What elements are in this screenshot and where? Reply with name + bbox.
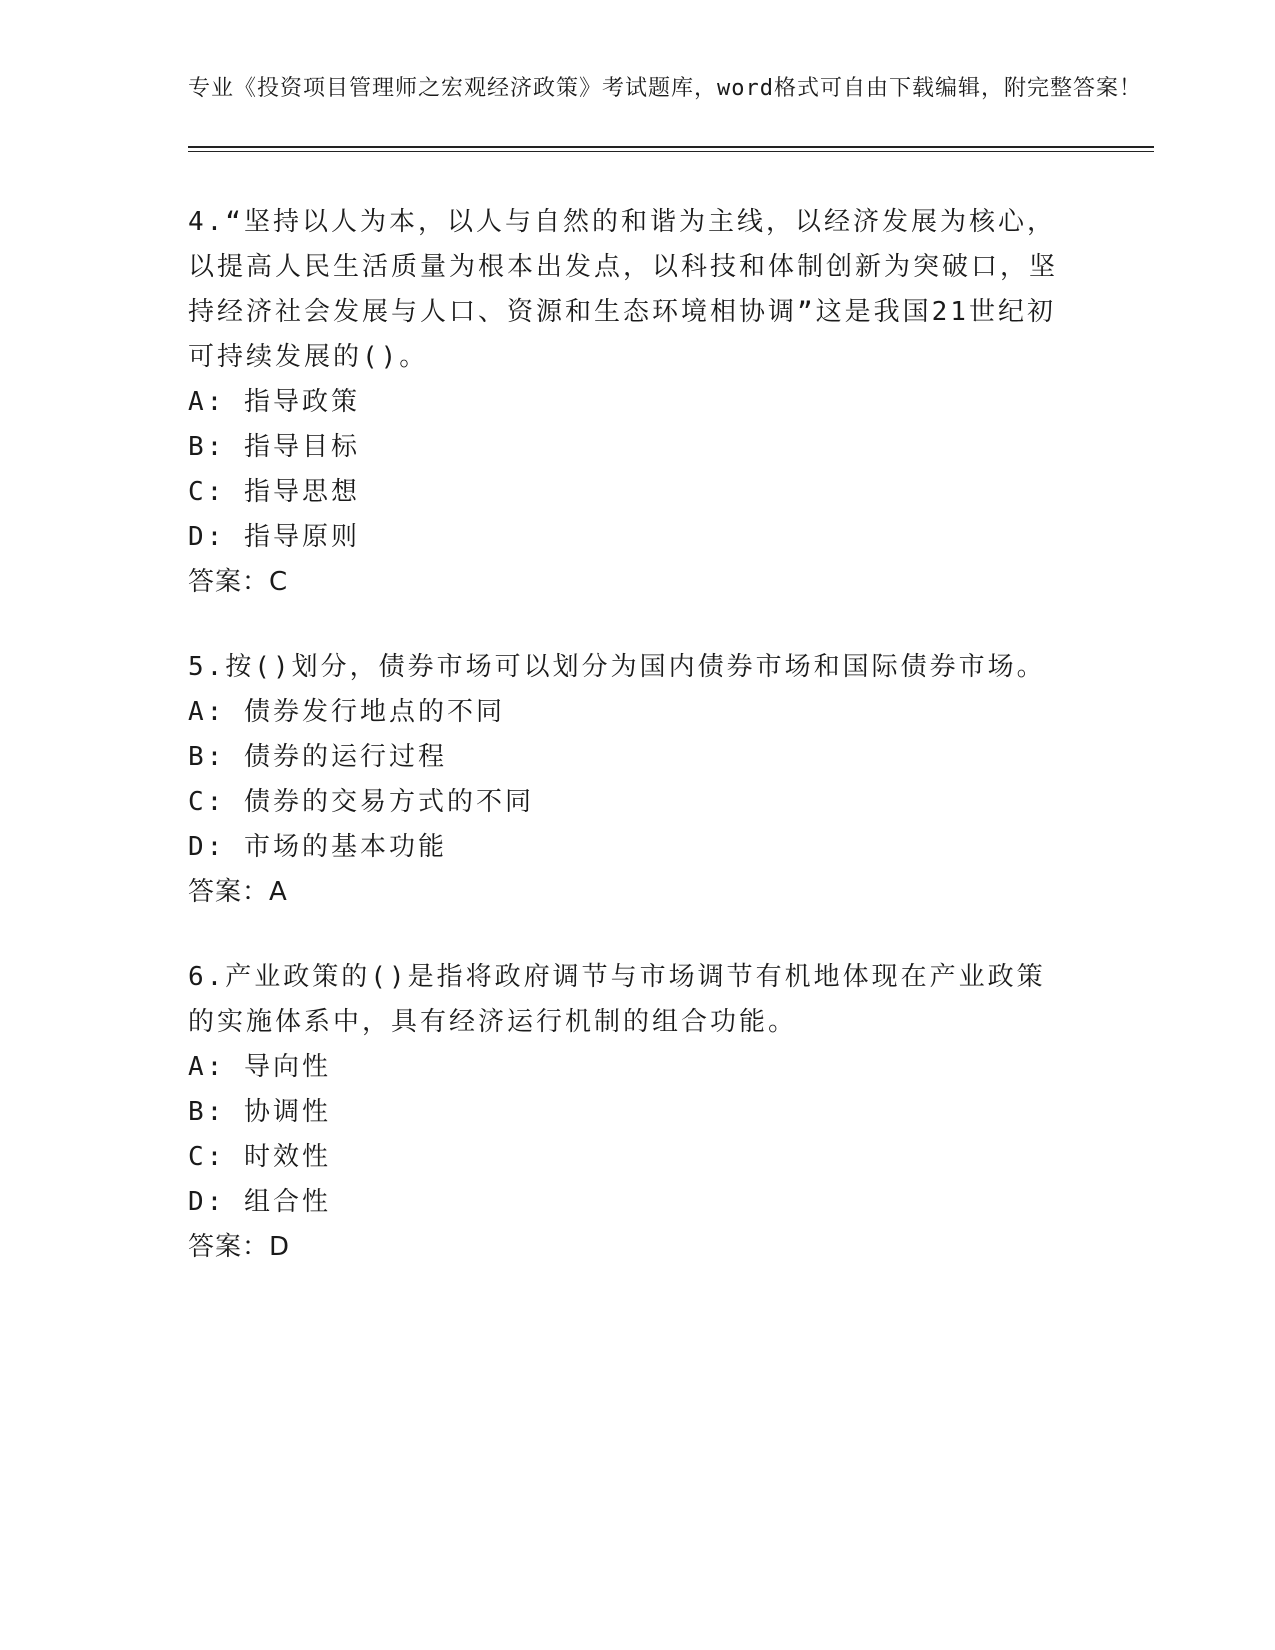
document-intro: 专业《投资项目管理师之宏观经济政策》考试题库，word格式可自由下载编辑，附完整答案！	[188, 76, 1142, 101]
option-d: D: 指导原则	[188, 522, 360, 552]
question-item	[188, 955, 1158, 1270]
option-a: A: 债券发行地点的不同	[188, 697, 505, 727]
question-list	[188, 200, 1158, 1270]
option-a: A: 指导政策	[188, 387, 360, 417]
document-page	[188, 72, 1158, 1310]
option-c: C: 指导思想	[188, 477, 360, 507]
option-b: B: 协调性	[188, 1097, 331, 1127]
question-item	[188, 200, 1158, 605]
option-b: B: 指导目标	[188, 432, 360, 462]
answer-line: 答案：D	[188, 1232, 291, 1262]
header-divider	[188, 146, 1154, 152]
answer-line: 答案：A	[188, 877, 288, 907]
option-d: D: 市场的基本功能	[188, 832, 447, 862]
option-d: D: 组合性	[188, 1187, 331, 1217]
question-item	[188, 645, 1158, 915]
option-a: A: 导向性	[188, 1052, 331, 1082]
question-stem: 4.“坚持以人为本，以人与自然的和谐为主线，以经济发展为核心，以提高人民生活质量为根本出发点，以科技和体制创新为突破口，坚持经济社会发展与人口、资源和生态环境相协调”这是我国21世纪初可持续发展的()。	[188, 207, 1059, 372]
question-stem: 5.按()划分，债券市场可以划分为国内债券市场和国际债券市场。	[188, 652, 1046, 682]
answer-line: 答案：C	[188, 567, 289, 597]
option-c: C: 时效性	[188, 1142, 331, 1172]
option-b: B: 债券的运行过程	[188, 742, 447, 772]
option-c: C: 债券的交易方式的不同	[188, 787, 534, 817]
question-stem: 6.产业政策的()是指将政府调节与市场调节有机地体现在产业政策的实施体系中，具有经济运行机制的组合功能。	[188, 962, 1046, 1037]
